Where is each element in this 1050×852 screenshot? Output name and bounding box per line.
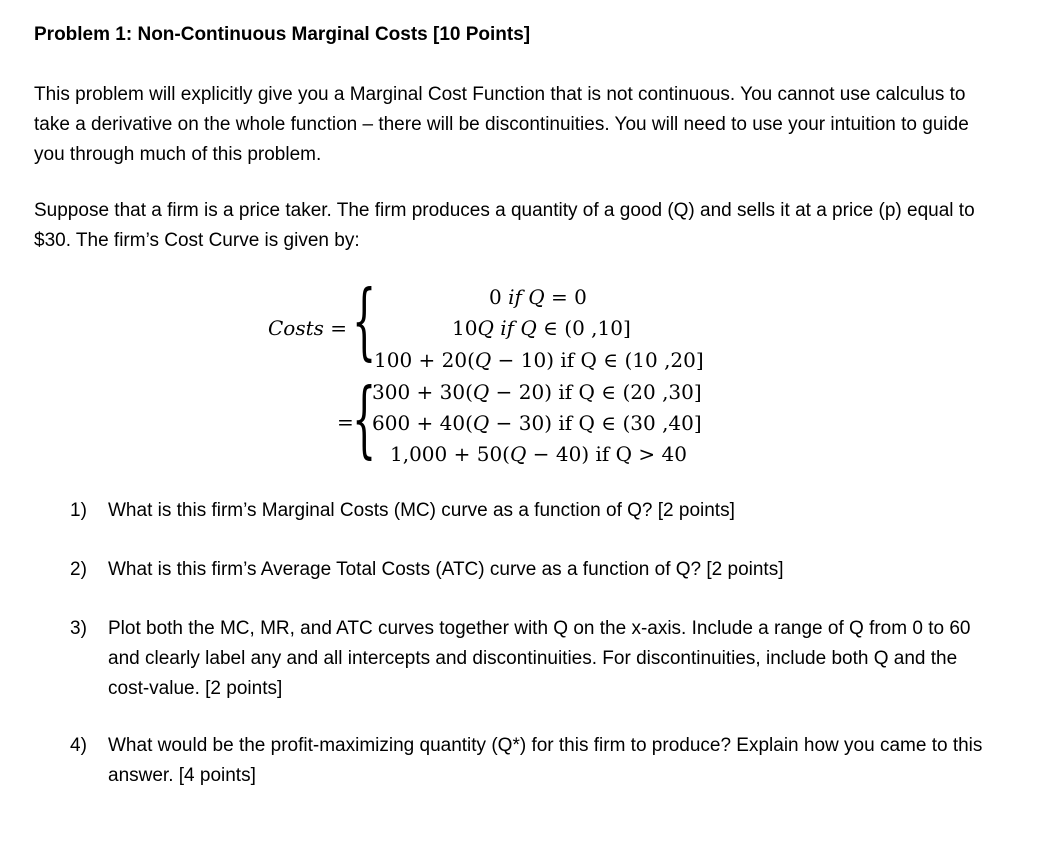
intro-paragraph: This problem will explicitly give you a Marginal Cost Function that is not continuous. You cannot use calculus to take a derivative on the whole function – there will be discontinuities. You will need to use your intuition to guide you through much of this problem. [34,84,969,165]
setup-paragraph: Suppose that a firm is a price taker. The firm produces a quantity of a good (Q) and sells it at a price (p) equal to $30. The firm’s Cost Curve is given by: [34,200,975,251]
left-brace-top: { [352,272,377,370]
question-number: 3) [70,618,87,639]
cost-function-equation [34,272,994,468]
question-text: Plot both the MC, MR, and ATC curves together with Q on the x-axis. Include a range of Q from 0 to 60 and clearly label any and all intercepts and discontinuities. For discontinuities, include both Q and the cost-value. [2 points] [108,618,971,699]
cost-case-4: 300 + 30(Q − 20) if Q ∈ (20 ,30] [372,380,702,404]
question-number: 2) [70,559,87,580]
question-text: What is this firm’s Marginal Costs (MC) curve as a function of Q? [2 points] [108,500,735,521]
cost-case-5: 600 + 40(Q − 30) if Q ∈ (30 ,40] [372,411,702,435]
question-number: 1) [70,500,87,521]
cost-case-3: 100 + 20(Q − 10) if Q ∈ (10 ,20] [374,348,704,372]
left-brace-bottom: { [352,370,377,468]
cost-case-6: 1,000 + 50(Q − 40) if Q > 40 [390,442,687,466]
question-number: 4) [70,735,87,756]
cost-case-2: 10Q if Q ∈ (0 ,10] [452,316,631,340]
question-text: What is this firm’s Average Total Costs (ATC) curve as a function of Q? [2 points] [108,559,784,580]
continuation-equals: = [337,410,354,434]
problem-title: Problem 1: Non-Continuous Marginal Costs [10 Points] [34,24,531,45]
costs-lhs [268,316,347,340]
question-text: What would be the profit-maximizing quantity (Q*) for this firm to produce? Explain how you came to this answer. [4 points] [108,735,983,786]
costs-label: Costs [268,316,324,340]
costs-equals: = [330,316,348,340]
cost-case-1: 0 if Q = 0 [489,285,587,309]
